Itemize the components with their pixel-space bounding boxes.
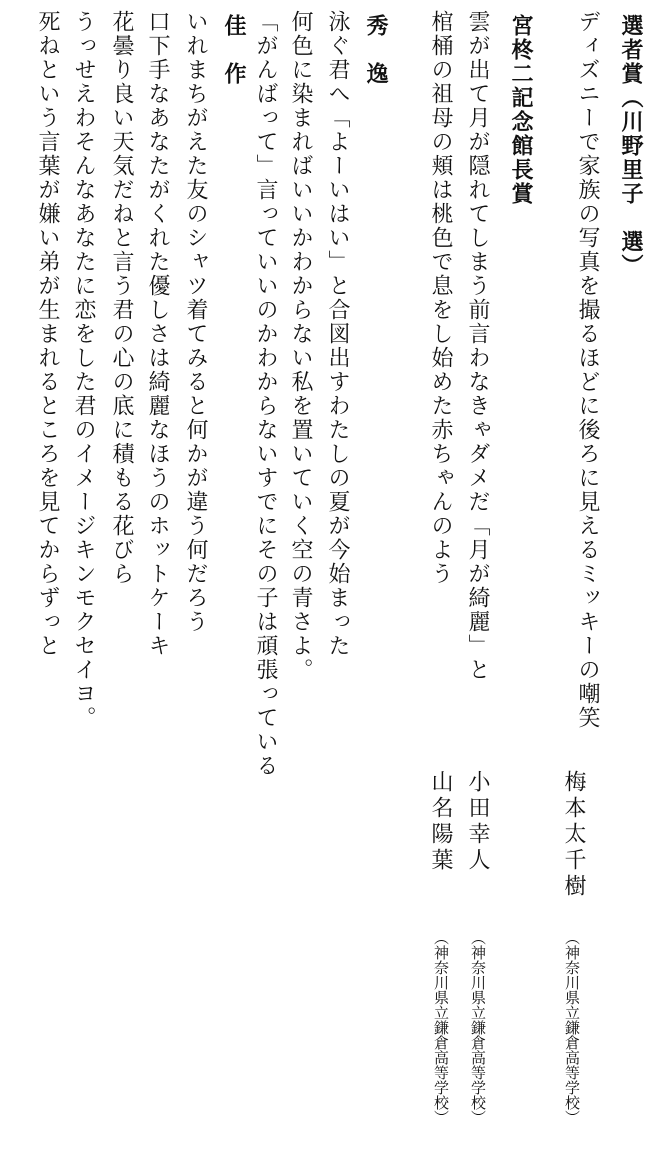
- poem-9: 花曇り良い天気だねと言う君の心の底に積もる花びら: [109, 10, 134, 586]
- poem-5: 何色に染まればいいかわからない私を置いていく空の青さよ。: [288, 10, 313, 682]
- poem-10: うっせえわそんなあなたに恋をした君のイメージキンモクセイヨ。: [71, 10, 96, 730]
- school-3: （神奈川県立鎌倉高等学校）: [432, 930, 450, 1125]
- school-2: （神奈川県立鎌倉高等学校）: [469, 930, 487, 1125]
- author-3: 山名陽葉: [428, 770, 453, 874]
- poem-1: ディズニーで家族の写真を撮るほどに後ろに見えるミッキーの嘲笑: [575, 10, 600, 730]
- school-1: （神奈川県立鎌倉高等学校）: [563, 930, 581, 1125]
- poem-3: 棺桶の祖母の頬は桃色で息をし始めた赤ちゃんのよう: [428, 10, 453, 586]
- senja-heading: 選者賞（川野里子 選）: [618, 14, 643, 278]
- poem-6: 「がんばって」言っていいのかわからないすでにその子は頑張っている: [253, 10, 278, 778]
- kasaku-heading: 佳 作: [221, 14, 246, 86]
- miyata-heading: 宮柊二記念館長賞: [508, 14, 533, 206]
- poem-8: 口下手なあなたがくれた優しさは綺麗なほうのホットケーキ: [145, 10, 170, 658]
- poem-7: いれまちがえた友のシャツ着てみると何かが違う何だろう: [183, 10, 208, 634]
- author-2: 小田幸人: [465, 770, 490, 874]
- poem-2: 雲が出て月が隠れてしまう前言わなきゃダメだ「月が綺麗」と: [465, 10, 490, 682]
- poem-11: 死ねという言葉が嫌い弟が生まれるところを見てからずっと: [35, 10, 60, 658]
- poem-4: 泳ぐ君へ「よーいはい」と合図出すわたしの夏が今始まった: [325, 10, 350, 658]
- shuitsu-heading: 秀 逸: [363, 14, 388, 86]
- author-1: 梅本太千樹: [561, 770, 586, 900]
